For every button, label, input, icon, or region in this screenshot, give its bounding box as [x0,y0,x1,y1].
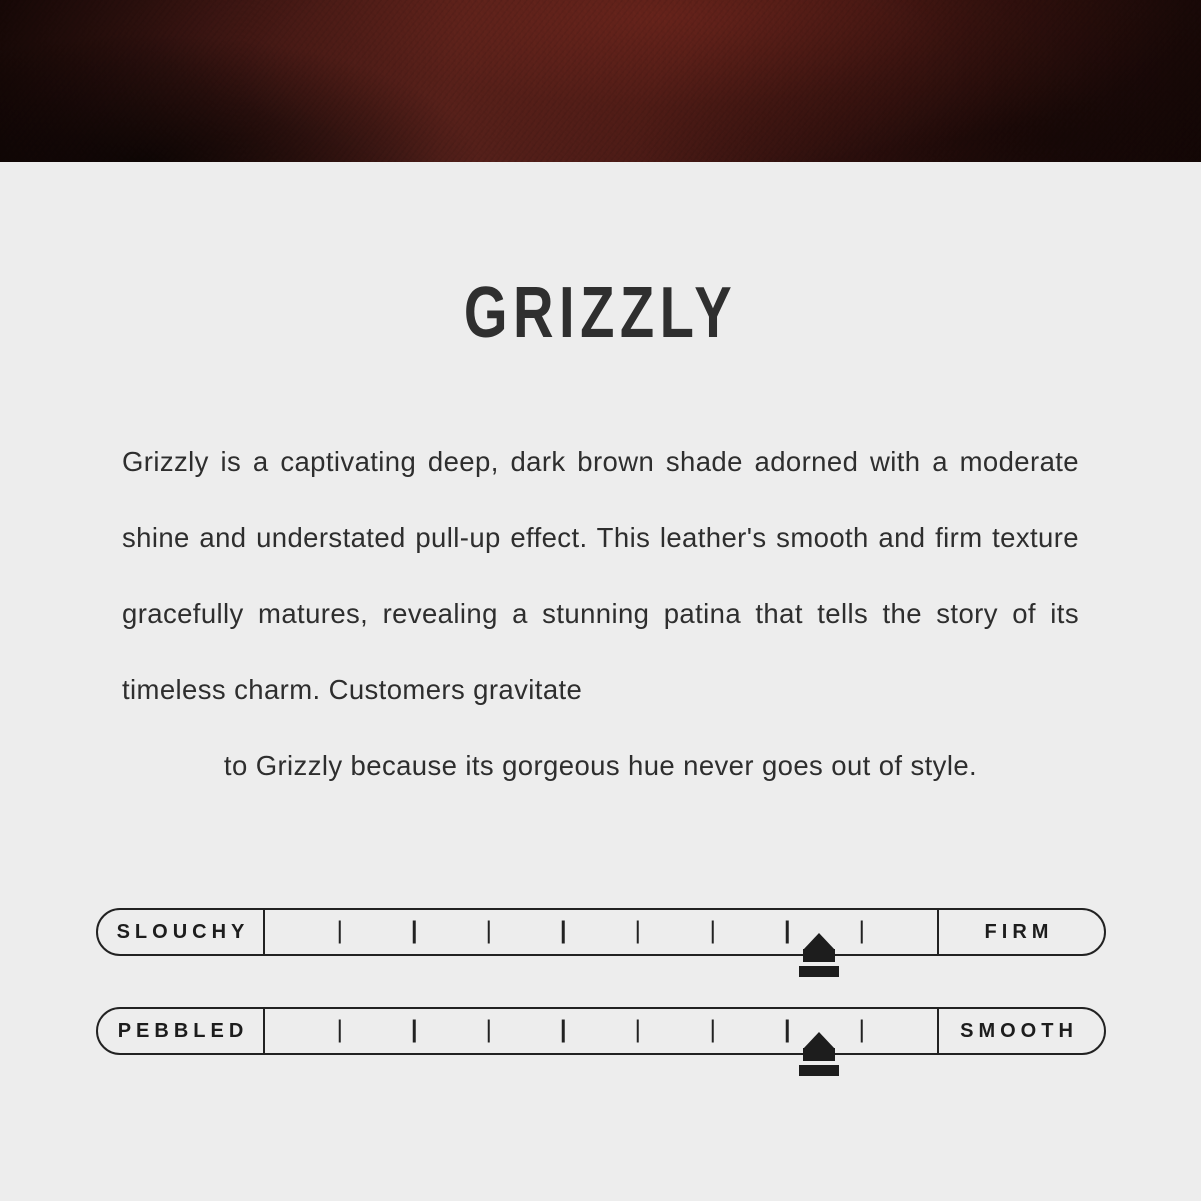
tick [338,1020,341,1043]
tick [562,1020,565,1043]
slider-stiffness-left-label: SLOUCHY [98,910,265,954]
description-paragraph: Grizzly is a captivating deep, dark brown shade adorned with a moderate shine and understated pull-up effect. This leather's smooth and firm texture gracefully matures, revealing a stunning patina that tells the story of its timeless charm. Customers gravitate [122,446,1079,705]
slider-texture-right-label: SMOOTH [937,1009,1104,1053]
tick [488,1020,491,1043]
tick [338,921,341,944]
slider-texture[interactable] [96,1007,1106,1106]
slider-texture-track[interactable] [96,1007,1106,1055]
tick [711,1020,714,1043]
tick [562,921,565,944]
attribute-sliders [96,908,1106,1106]
page-title: GRIZZLY [463,273,738,353]
marker-foot-icon [799,1065,839,1076]
tick [786,1020,789,1043]
slider-stiffness-marker[interactable] [798,933,840,985]
tick [711,921,714,944]
swatch-vignette [0,0,1201,162]
tick [413,921,416,944]
tick [637,1020,640,1043]
marker-foot-icon [799,966,839,977]
slider-stiffness-track[interactable] [96,908,1106,956]
tick [637,921,640,944]
marker-head-icon [803,1032,835,1049]
tick [413,1020,416,1043]
tick [860,1020,863,1043]
marker-body-icon [803,1048,835,1061]
tick [488,921,491,944]
description-text [122,424,1079,804]
slider-texture-left-label: PEBBLED [98,1009,265,1053]
marker-body-icon [803,949,835,962]
slider-stiffness-right-label: FIRM [937,910,1104,954]
tick [786,921,789,944]
description-last-line: to Grizzly because its gorgeous hue never goes out of style. [223,750,978,781]
slider-stiffness[interactable] [96,908,1106,1007]
marker-head-icon [803,933,835,950]
tick [860,921,863,944]
leather-swatch-image [0,0,1201,162]
slider-texture-marker[interactable] [798,1032,840,1084]
